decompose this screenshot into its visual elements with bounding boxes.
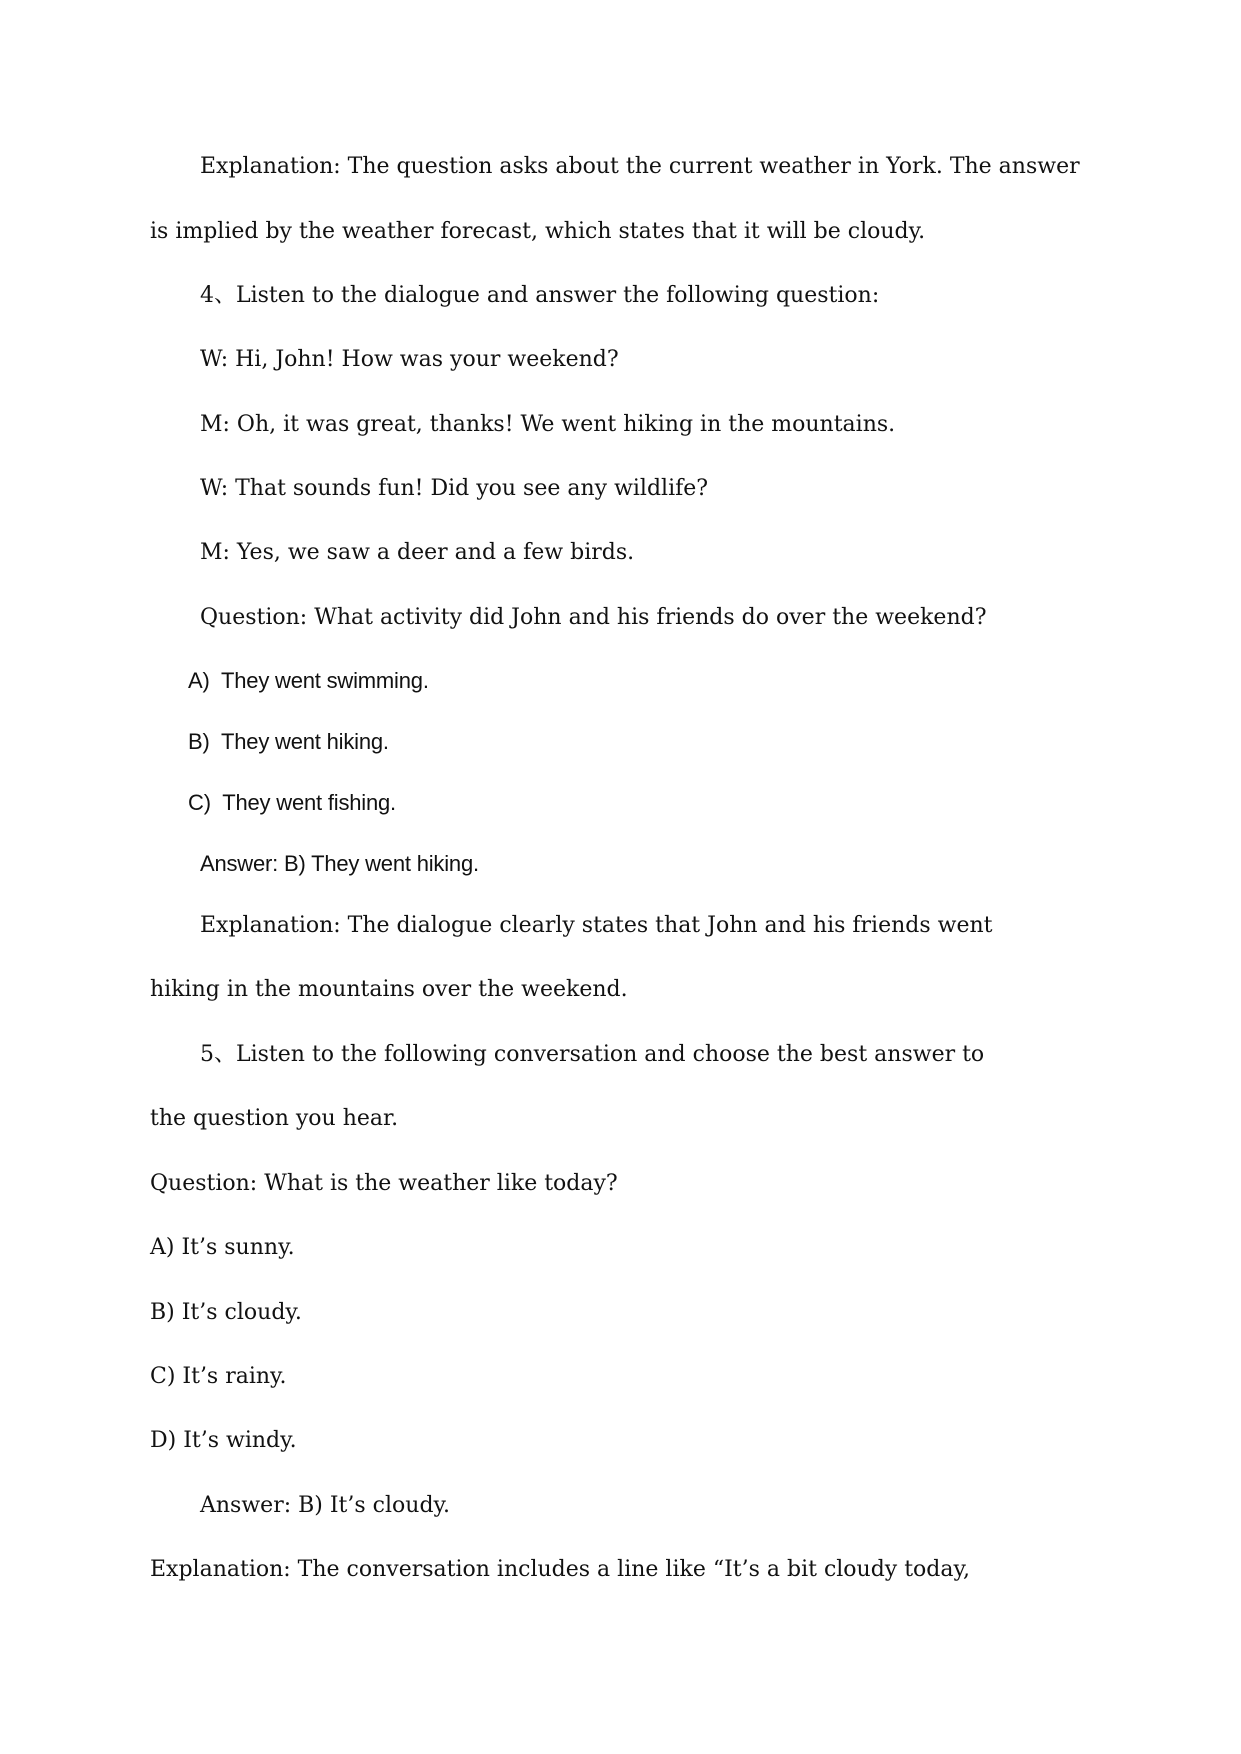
q5-prompt-line2: the question you hear. — [150, 1106, 399, 1131]
q5-option-d: D) It’s windy. — [150, 1428, 297, 1453]
q4-answer: Answer: B) They went hiking. — [200, 851, 479, 876]
q4-dialogue-line: W: Hi, John! How was your weekend? — [200, 347, 619, 372]
q4-option-b: B) They went hiking. — [188, 729, 389, 754]
q4-explanation-line1: Explanation: The dialogue clearly states that John and his friends went — [200, 913, 993, 938]
q4-dialogue-line: M: Oh, it was great, thanks! We went hiking in the mountains. — [200, 412, 896, 437]
q5-prompt-line1: 5、Listen to the following conversation and choose the best answer to — [200, 1042, 985, 1067]
q4-option-a: A) They went swimming. — [188, 668, 429, 693]
q5-question: Question: What is the weather like today? — [150, 1171, 618, 1196]
q5-option-c: C) It’s rainy. — [150, 1364, 287, 1389]
q5-option-b: B) It’s cloudy. — [150, 1300, 302, 1325]
q5-explanation: Explanation: The conversation includes a line like “It’s a bit cloudy today, — [150, 1557, 971, 1582]
q4-question: Question: What activity did John and his friends do over the weekend? — [200, 605, 987, 630]
q4-explanation-line2: hiking in the mountains over the weekend. — [150, 977, 628, 1002]
q4-prompt: 4、Listen to the dialogue and answer the following question: — [200, 283, 880, 308]
q5-answer: Answer: B) It’s cloudy. — [200, 1493, 451, 1518]
q5-option-a: A) It’s sunny. — [150, 1235, 295, 1260]
q4-dialogue-line: W: That sounds fun! Did you see any wildlife? — [200, 476, 709, 501]
q3-explanation-line1: Explanation: The question asks about the current weather in York. The answer — [200, 154, 1080, 179]
q4-dialogue-line: M: Yes, we saw a deer and a few birds. — [200, 540, 635, 565]
q3-explanation-line2: is implied by the weather forecast, which states that it will be cloudy. — [150, 219, 926, 244]
q4-option-c: C) They went fishing. — [188, 790, 396, 815]
